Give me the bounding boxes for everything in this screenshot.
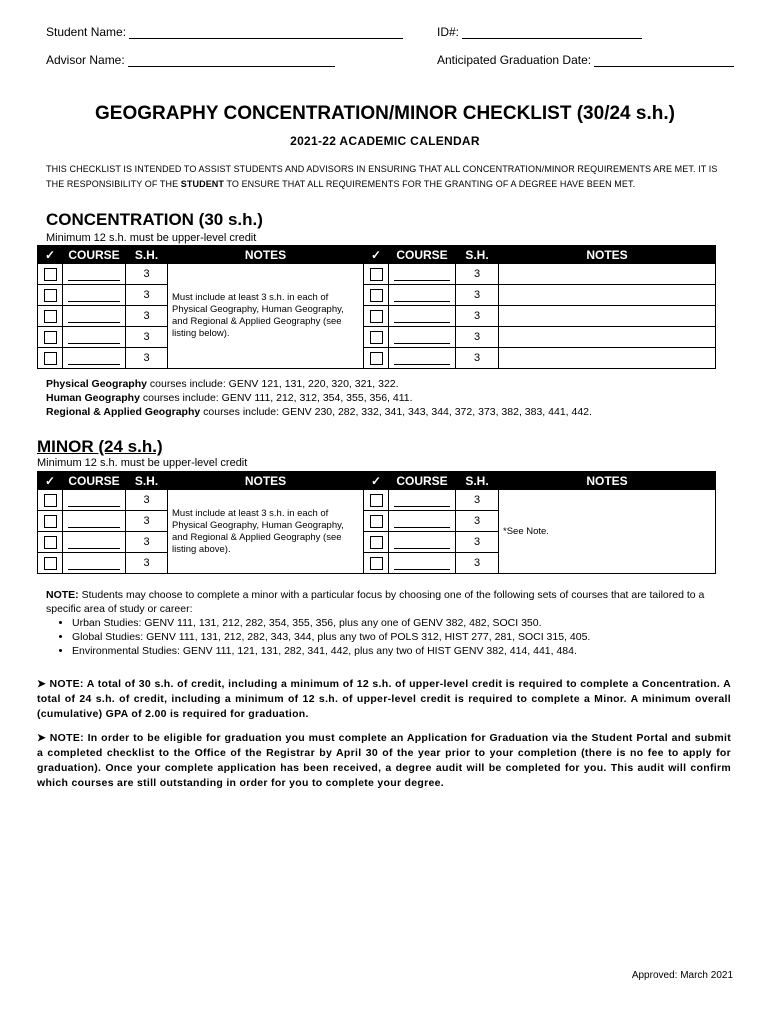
minor-header-row xyxy=(38,472,716,490)
course-cell xyxy=(63,348,126,369)
course-input[interactable] xyxy=(68,309,120,323)
checkbox-cell xyxy=(364,490,389,511)
course-input[interactable] xyxy=(68,556,120,570)
approved-date: Approved: March 2021 xyxy=(631,970,733,981)
notes-column-header: NOTES xyxy=(168,472,364,490)
sh-cell: 3 xyxy=(456,306,499,327)
course-input[interactable] xyxy=(68,493,120,507)
checkbox-cell xyxy=(364,306,389,327)
checkbox-cell xyxy=(38,285,63,306)
sh-column-header: S.H. xyxy=(456,472,499,490)
course-cell xyxy=(63,306,126,327)
checkbox-cell xyxy=(38,306,63,327)
sh-column-header: S.H. xyxy=(456,246,499,264)
concentration-header-row xyxy=(38,246,716,264)
checkbox-cell xyxy=(38,553,63,574)
course-cell xyxy=(63,490,126,511)
course-input[interactable] xyxy=(394,493,450,507)
notes-cell xyxy=(499,348,716,369)
checkbox-cell xyxy=(364,327,389,348)
checkbox[interactable] xyxy=(370,494,383,507)
minor-subtitle: Minimum 12 s.h. must be upper-level credit xyxy=(37,457,248,469)
page-title: GEOGRAPHY CONCENTRATION/MINOR CHECKLIST (30/24 s.h.) xyxy=(95,103,675,124)
concentration-table xyxy=(37,245,716,369)
checkbox-cell xyxy=(364,553,389,574)
course-cell xyxy=(63,532,126,553)
arrow-icon: ➤ xyxy=(37,678,47,690)
sh-cell: 3 xyxy=(456,264,499,285)
course-cell xyxy=(389,348,456,369)
listing-text: courses include: GENV 111, 212, 312, 354, 355, 356, 411. xyxy=(139,392,413,404)
check-column-header: ✓ xyxy=(364,246,389,264)
sh-cell: 3 xyxy=(126,490,168,511)
checkbox-cell xyxy=(364,348,389,369)
advisor-name-field[interactable] xyxy=(46,53,335,67)
minor-note: Must include at least 3 s.h. in each of Physical Geography, Human Geography, and Regional & Applied Geography (see listing above). xyxy=(168,490,364,574)
listing-human xyxy=(46,391,746,405)
course-cell xyxy=(63,553,126,574)
table-row xyxy=(38,264,716,285)
checkbox[interactable] xyxy=(44,515,57,528)
course-input[interactable] xyxy=(68,351,120,365)
check-column-header: ✓ xyxy=(38,472,63,490)
table-row xyxy=(38,306,716,327)
minor-right-note: *See Note. xyxy=(499,490,716,574)
sh-cell: 3 xyxy=(456,348,499,369)
advisor-name-label: Advisor Name: xyxy=(46,53,125,67)
concentration-title: CONCENTRATION (30 s.h.) xyxy=(46,210,263,229)
course-cell xyxy=(389,264,456,285)
sh-cell: 3 xyxy=(126,553,168,574)
id-line[interactable] xyxy=(462,26,642,39)
graduation-date-label: Anticipated Graduation Date: xyxy=(437,53,592,67)
checkbox-cell xyxy=(38,532,63,553)
list-item: • Global Studies: GENV 111, 131, 212, 282, 343, 344, plus any two of POLS 312, HIST 277, 281, SOCI 315, 405. xyxy=(72,630,770,644)
checkbox-cell xyxy=(364,285,389,306)
course-input[interactable] xyxy=(68,535,120,549)
checkbox[interactable] xyxy=(44,289,57,302)
listing-physical xyxy=(46,377,746,391)
notes-column-header: NOTES xyxy=(499,472,716,490)
sh-cell: 3 xyxy=(126,532,168,553)
checkbox[interactable] xyxy=(370,268,383,281)
table-row xyxy=(38,285,716,306)
credit-note xyxy=(37,677,731,722)
checkbox[interactable] xyxy=(44,536,57,549)
course-input[interactable] xyxy=(394,514,450,528)
listing-text: courses include: GENV 121, 131, 220, 320, 321, 322. xyxy=(146,378,399,390)
checkbox-cell xyxy=(364,264,389,285)
checkbox[interactable] xyxy=(370,331,383,344)
geography-listing xyxy=(46,377,746,419)
minor-table xyxy=(37,471,716,574)
sh-cell: 3 xyxy=(456,285,499,306)
id-field[interactable] xyxy=(437,25,642,39)
student-name-line[interactable] xyxy=(129,26,403,39)
course-column-header: COURSE xyxy=(389,472,456,490)
graduation-date-line[interactable] xyxy=(594,54,734,67)
id-label: ID#: xyxy=(437,25,460,39)
course-input[interactable] xyxy=(394,556,450,570)
checkbox-cell xyxy=(38,511,63,532)
focus-list xyxy=(20,616,770,658)
checkbox[interactable] xyxy=(44,352,57,365)
listing-regional xyxy=(46,405,746,419)
graduation-note-text: NOTE: In order to be eligible for graduation you must complete an Application for Graduation via the Student Portal and submit a completed checklist to the Office of the Registrar by April 30 of the year prior to your completion (there is no fee to apply for graduation). Once your complete application has been received, a degree audit will be completed for you. This audit will confirm which courses are still outstanding in order for you to complete your degree. xyxy=(37,732,731,789)
concentration-note: Must include at least 3 s.h. in each of Physical Geography, Human Geography, and Regional & Applied Geography (see listing below). xyxy=(168,264,364,369)
course-cell xyxy=(63,264,126,285)
intro-text xyxy=(46,162,736,192)
notes-cell xyxy=(499,264,716,285)
notes-column-header: NOTES xyxy=(168,246,364,264)
listing-text: courses include: GENV 230, 282, 332, 341, 343, 344, 372, 373, 382, 383, 441, 442. xyxy=(200,406,592,418)
notes-column-header: NOTES xyxy=(499,246,716,264)
checkbox-cell xyxy=(38,348,63,369)
course-input[interactable] xyxy=(394,330,450,344)
sh-cell: 3 xyxy=(456,553,499,574)
sh-cell: 3 xyxy=(456,490,499,511)
checkbox-cell xyxy=(364,532,389,553)
checkbox[interactable] xyxy=(370,310,383,323)
student-name-field[interactable] xyxy=(46,25,403,39)
student-name-label: Student Name: xyxy=(46,25,127,39)
listing-label: Regional & Applied Geography xyxy=(46,406,201,418)
course-column-header: COURSE xyxy=(389,246,456,264)
course-input[interactable] xyxy=(68,330,120,344)
checkbox[interactable] xyxy=(370,352,383,365)
sh-cell: 3 xyxy=(126,264,168,285)
focus-note-text: Students may choose to complete a minor with a particular focus by choosing one of the following sets of courses that are tailored to a specific area of study or career: xyxy=(46,589,705,615)
course-cell xyxy=(389,490,456,511)
course-input[interactable] xyxy=(394,309,450,323)
table-row xyxy=(38,490,716,511)
course-input[interactable] xyxy=(68,267,120,281)
checkbox[interactable] xyxy=(370,557,383,570)
course-column-header: COURSE xyxy=(63,472,126,490)
course-input[interactable] xyxy=(394,288,450,302)
checkbox[interactable] xyxy=(370,289,383,302)
intro-student-emphasis: STUDENT xyxy=(180,179,224,189)
checkbox-cell xyxy=(38,327,63,348)
course-column-header: COURSE xyxy=(63,246,126,264)
course-input[interactable] xyxy=(394,535,450,549)
check-column-header: ✓ xyxy=(364,472,389,490)
course-cell xyxy=(389,306,456,327)
sh-cell: 3 xyxy=(126,348,168,369)
notes-cell xyxy=(499,285,716,306)
checkbox-cell xyxy=(38,264,63,285)
focus-note-label: NOTE: xyxy=(46,589,79,601)
minor-title: MINOR (24 s.h.) xyxy=(37,437,163,456)
notes-cell xyxy=(499,327,716,348)
course-input[interactable] xyxy=(68,288,120,302)
checkbox-cell xyxy=(38,490,63,511)
table-row xyxy=(38,327,716,348)
course-input[interactable] xyxy=(394,351,450,365)
course-cell xyxy=(63,327,126,348)
sh-cell: 3 xyxy=(456,532,499,553)
sh-cell: 3 xyxy=(126,511,168,532)
sh-column-header: S.H. xyxy=(126,472,168,490)
listing-label: Physical Geography xyxy=(46,378,147,390)
check-column-header: ✓ xyxy=(38,246,63,264)
checkbox[interactable] xyxy=(44,331,57,344)
course-input[interactable] xyxy=(68,514,120,528)
academic-calendar: 2021-22 ACADEMIC CALENDAR xyxy=(290,134,480,148)
course-cell xyxy=(63,285,126,306)
sh-cell: 3 xyxy=(126,327,168,348)
focus-note xyxy=(46,588,716,616)
sh-column-header: S.H. xyxy=(126,246,168,264)
checkbox[interactable] xyxy=(370,536,383,549)
advisor-name-line[interactable] xyxy=(128,54,335,67)
checkbox[interactable] xyxy=(44,268,57,281)
graduation-note xyxy=(37,731,731,791)
checkbox[interactable] xyxy=(44,494,57,507)
course-cell xyxy=(389,532,456,553)
graduation-date-field[interactable] xyxy=(437,53,734,67)
listing-label: Human Geography xyxy=(46,392,140,404)
course-cell xyxy=(63,511,126,532)
sh-cell: 3 xyxy=(456,327,499,348)
checkbox[interactable] xyxy=(44,310,57,323)
checkbox[interactable] xyxy=(44,557,57,570)
course-cell xyxy=(389,327,456,348)
table-row xyxy=(38,348,716,369)
course-cell xyxy=(389,511,456,532)
course-input[interactable] xyxy=(394,267,450,281)
list-item: • Environmental Studies: GENV 111, 121, 131, 282, 341, 442, plus any two of HIST GENV 382, 414, 441, 484. xyxy=(72,644,770,658)
sh-cell: 3 xyxy=(126,285,168,306)
list-item: • Urban Studies: GENV 111, 131, 212, 282, 354, 355, 356, plus any one of GENV 382, 482, SOCI 350. xyxy=(72,616,770,630)
arrow-icon: ➤ xyxy=(37,732,47,744)
course-cell xyxy=(389,285,456,306)
concentration-subtitle: Minimum 12 s.h. must be upper-level credit xyxy=(46,232,257,244)
checkbox[interactable] xyxy=(370,515,383,528)
credit-note-text: NOTE: A total of 30 s.h. of credit, including a minimum of 12 s.h. of upper-level credit is required to complete a Concentration. A total of 24 s.h. of credit, including a minimum of 12 s.h. of upper-level credit is required to complete a Minor. A minimum overall (cumulative) GPA of 2.00 is required for graduation. xyxy=(37,678,731,720)
intro-text-part1: THIS CHECKLIST IS INTENDED TO ASSIST STUDENTS AND ADVISORS IN ENSURING THAT ALL CONCENTRATION/MINOR REQUIREMENTS ARE MET. IT IS THE RESPONSIBILITY OF THE xyxy=(46,164,718,189)
notes-cell xyxy=(499,306,716,327)
course-cell xyxy=(389,553,456,574)
sh-cell: 3 xyxy=(456,511,499,532)
checkbox-cell xyxy=(364,511,389,532)
sh-cell: 3 xyxy=(126,306,168,327)
intro-text-part2: TO ENSURE THAT ALL REQUIREMENTS FOR THE GRANTING OF A DEGREE HAVE BEEN MET. xyxy=(224,179,636,189)
